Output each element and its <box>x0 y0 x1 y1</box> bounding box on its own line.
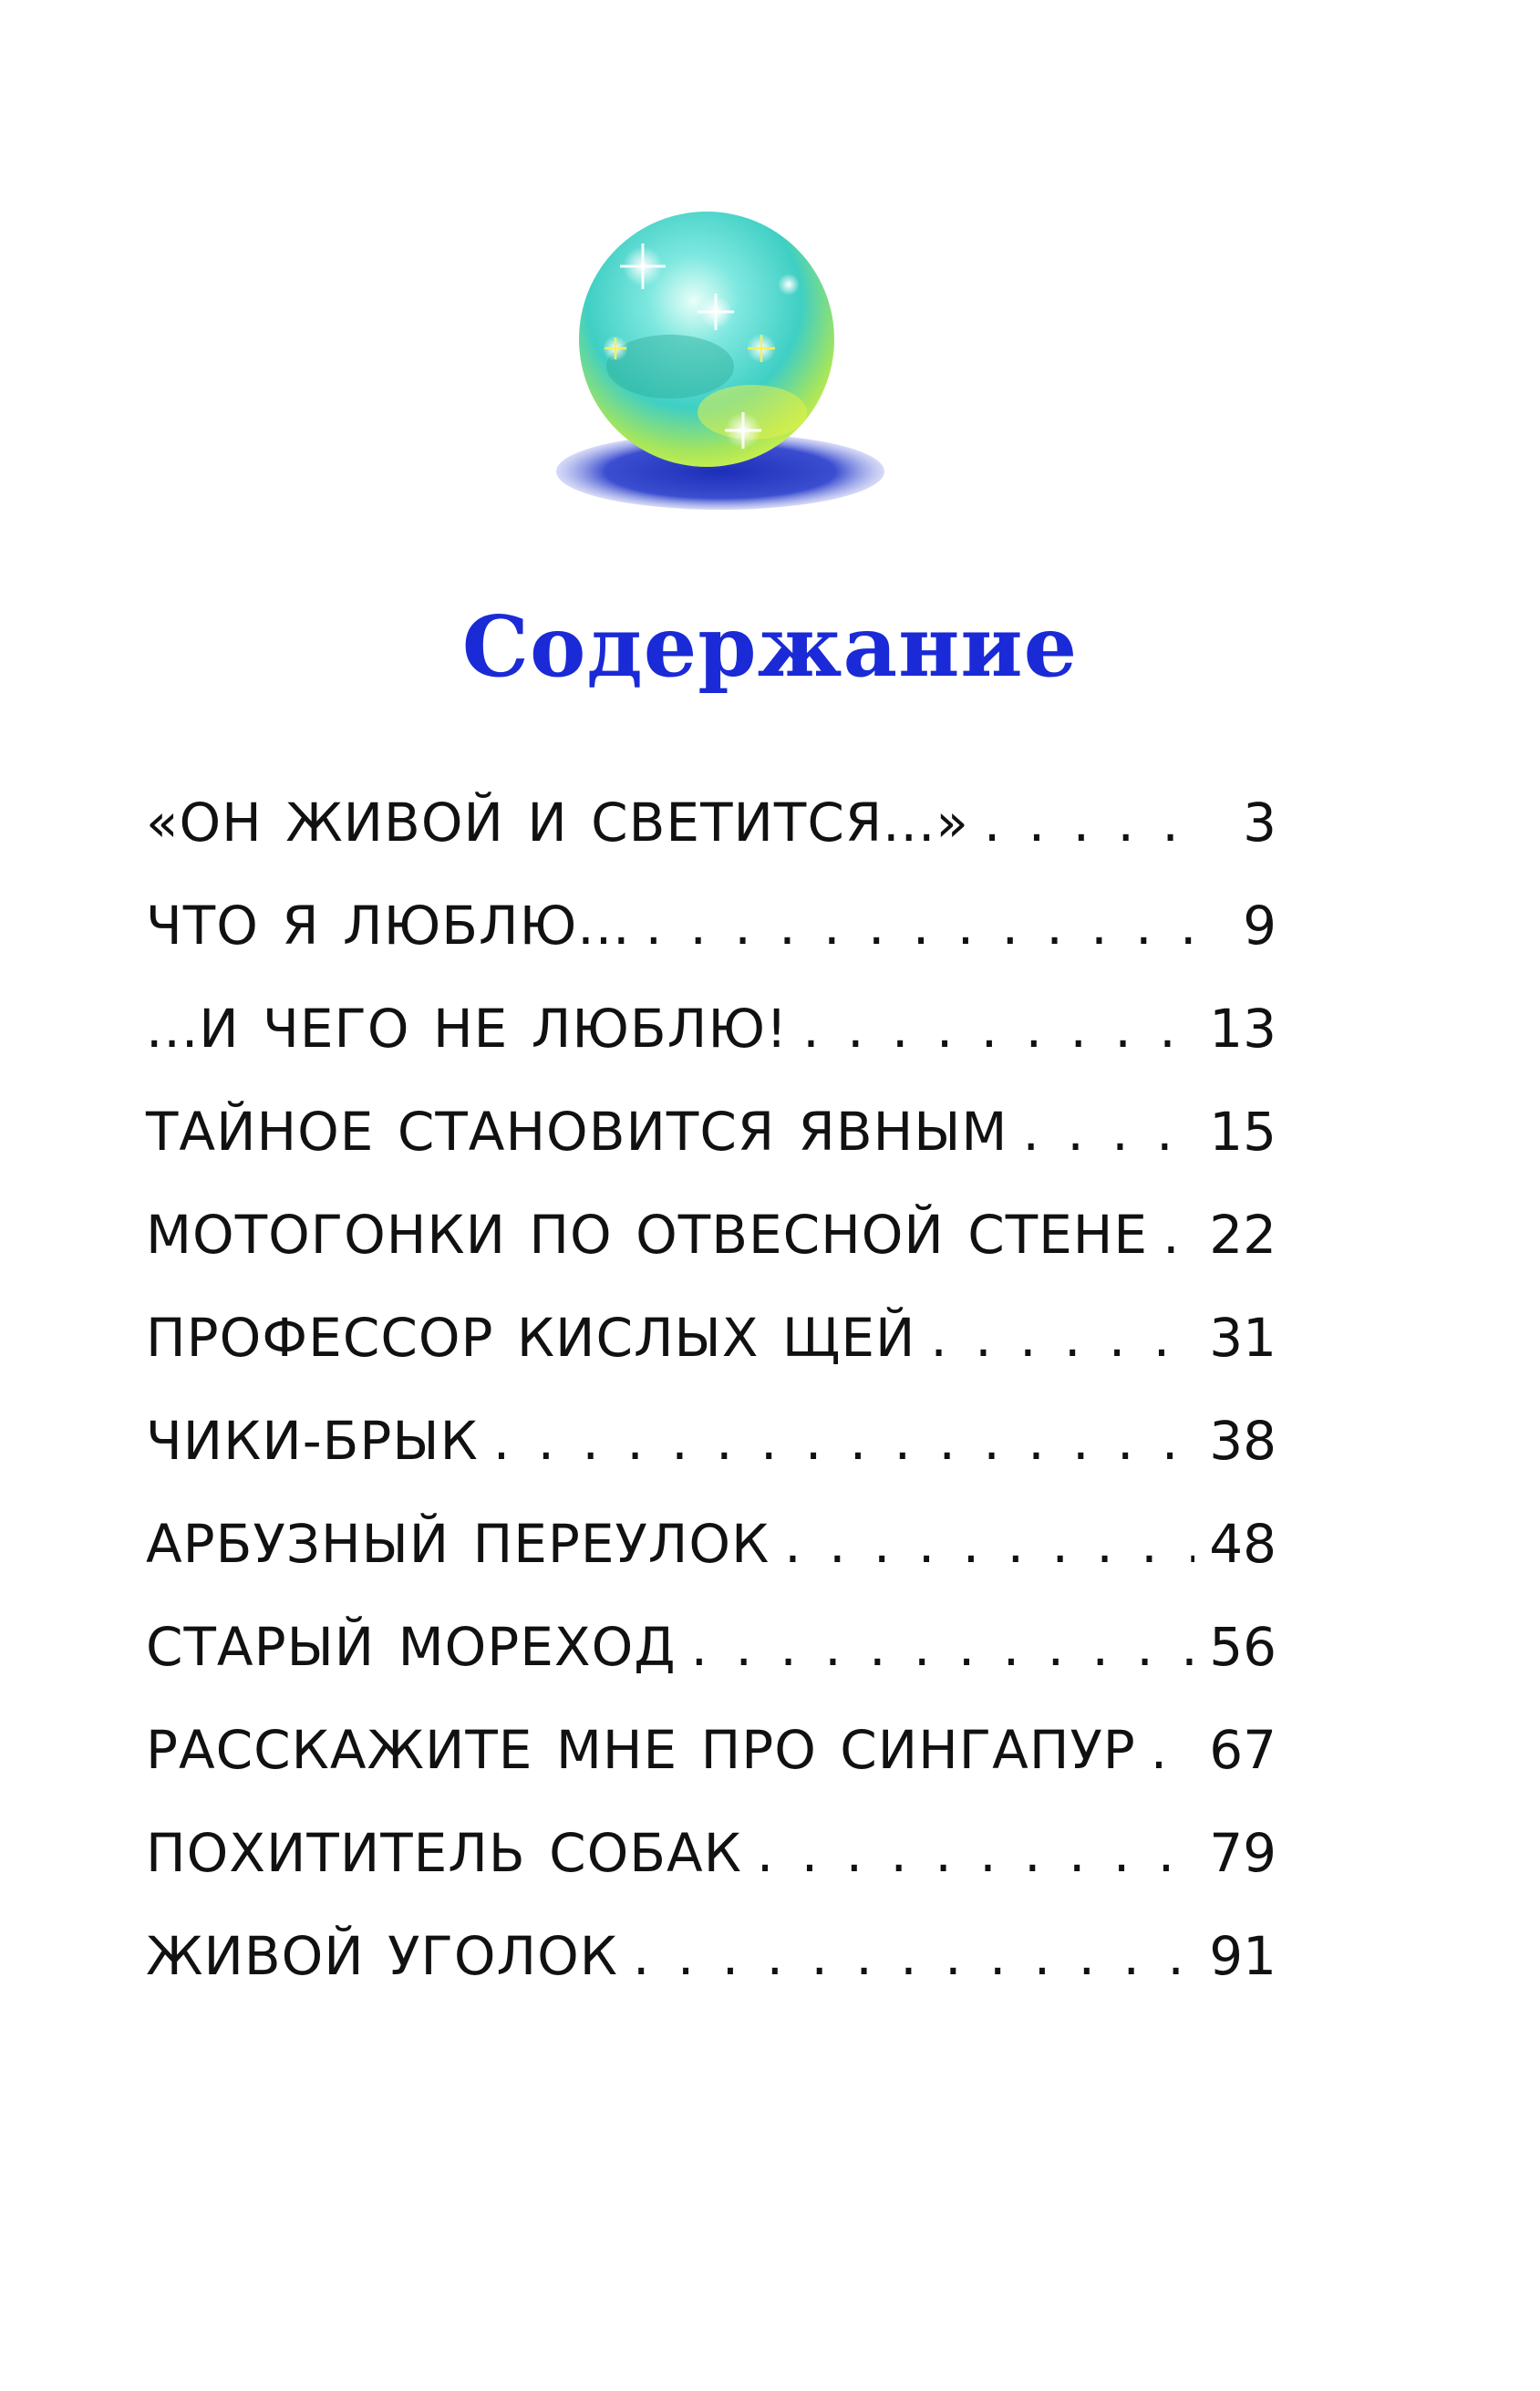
glowing-crystal-ball-icon <box>533 202 916 531</box>
toc-page-number: 13 <box>1209 998 1276 1060</box>
dot-leader <box>1022 1101 1194 1163</box>
dot-leader <box>633 1925 1194 1987</box>
table-of-contents <box>146 792 1276 2028</box>
toc-entry-title: ПРОФЕССОР КИСЛЫХ ЩЕЙ <box>146 1307 916 1369</box>
dot-leader <box>784 1513 1194 1575</box>
dot-leader <box>757 1822 1194 1884</box>
toc-entry[interactable] <box>146 1307 1276 1410</box>
toc-entry[interactable] <box>146 1616 1276 1719</box>
dot-leader <box>984 792 1194 854</box>
toc-entry-title: ЧИКИ-БРЫК <box>146 1410 479 1472</box>
toc-page-number: 67 <box>1209 1719 1276 1781</box>
toc-entry[interactable] <box>146 1513 1276 1616</box>
toc-entry[interactable] <box>146 1101 1276 1204</box>
toc-entry-title: «ОН ЖИВОЙ И СВЕТИТСЯ...» <box>146 792 969 854</box>
toc-entry-title: ЧТО Я ЛЮБЛЮ... <box>146 895 631 957</box>
toc-entry-title: СТАРЫЙ МОРЕХОД <box>146 1616 677 1678</box>
dot-leader <box>493 1410 1194 1472</box>
toc-entry[interactable] <box>146 1410 1276 1513</box>
toc-entry[interactable] <box>146 792 1276 895</box>
toc-entry-title: ТАЙНОЕ СТАНОВИТСЯ ЯВНЫМ <box>146 1101 1008 1163</box>
toc-page-number: 22 <box>1209 1204 1276 1266</box>
toc-entry-title: ПОХИТИТЕЛЬ СОБАК <box>146 1822 742 1884</box>
toc-page-number: 79 <box>1209 1822 1276 1884</box>
toc-entry[interactable] <box>146 1204 1276 1307</box>
toc-page-number: 3 <box>1243 792 1276 854</box>
dot-leader <box>930 1307 1194 1369</box>
toc-entry[interactable] <box>146 998 1276 1101</box>
toc-page-number: 56 <box>1209 1616 1276 1678</box>
toc-entry-title: МОТОГОНКИ ПО ОТВЕСНОЙ СТЕНЕ <box>146 1204 1149 1266</box>
toc-page-number: 91 <box>1209 1925 1276 1987</box>
toc-page-number: 15 <box>1209 1101 1276 1163</box>
toc-entry-title: АРБУЗНЫЙ ПЕРЕУЛОК <box>146 1513 770 1575</box>
toc-entry[interactable] <box>146 895 1276 998</box>
dot-leader <box>691 1616 1194 1678</box>
toc-entry[interactable] <box>146 1925 1276 2028</box>
dot-leader <box>1151 1719 1194 1781</box>
toc-page-number: 48 <box>1209 1513 1276 1575</box>
toc-entry-title: РАССКАЖИТЕ МНЕ ПРО СИНГАПУР <box>146 1719 1136 1781</box>
toc-entry[interactable] <box>146 1719 1276 1822</box>
toc-page-number: 38 <box>1209 1410 1276 1472</box>
dot-leader <box>802 998 1194 1060</box>
toc-entry-title: ...И ЧЕГО НЕ ЛЮБЛЮ! <box>146 998 789 1060</box>
toc-entry-title: ЖИВОЙ УГОЛОК <box>146 1925 618 1987</box>
dot-leader <box>646 895 1194 957</box>
toc-entry[interactable] <box>146 1822 1276 1925</box>
toc-page-number: 9 <box>1243 895 1276 957</box>
page-title: Содержание <box>461 597 1079 696</box>
toc-page-number: 31 <box>1209 1307 1276 1369</box>
dot-leader <box>1163 1204 1194 1266</box>
